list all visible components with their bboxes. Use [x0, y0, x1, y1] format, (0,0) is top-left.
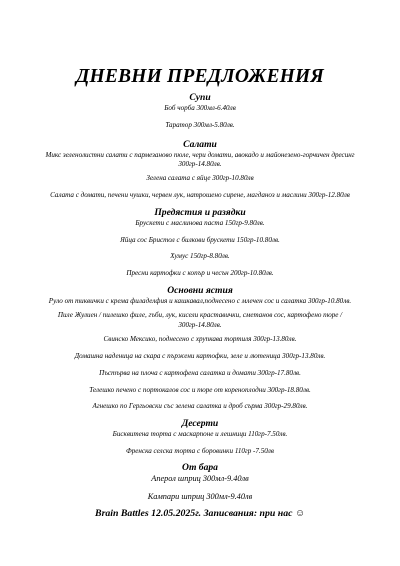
menu-item: Руло от тиквички с крема филаделфия и кашкавал,поднесено с млечен сос и салатка 300гр-10.80лв.: [48, 296, 352, 305]
menu-item: Микс зеленолистни салати с пармезаново пюле, чери домати, авокадо и майонезено-горчичен дресинг 300гр-14.80лв.: [45, 150, 355, 168]
section-starters: [38, 206, 362, 279]
menu-item: Брускети с маслинова паста 150гр-9.80лв.: [135, 218, 265, 227]
menu-item: Агнешко по Гергьовски със зелена салатка и дроб сърма 300гр-29.80лв.: [92, 402, 308, 411]
menu-item: Френска селска торта с боровинки 110гр -7.50лв: [126, 446, 274, 455]
menu-item: Телешко печено с портокалов сос и пюре от кореноплодни 300гр-18.80лв.: [89, 385, 311, 394]
section-bar: [38, 461, 362, 502]
menu-item: Бисквитена торта с маскарпоне и лешници 110гр-7.50лв.: [112, 429, 288, 438]
menu-item: Салата с домати, печени чушки, червен лук, натрошено сирене, магданоз и маслини 300гр-12.80лв: [50, 191, 350, 200]
menu-item: Зелена салата с яйце 300гр-10.80лв: [146, 174, 254, 183]
section-soups: [38, 91, 362, 130]
section-heading-starters: Предястия и разядки: [154, 206, 246, 218]
menu-item: Аперол шприц 300мл-9.40лв: [151, 474, 249, 484]
menu-item: Домашна наденица на скара с пържени картофки, зеле и лютеница 300гр-13.80лв.: [74, 351, 326, 360]
section-desserts: [38, 417, 362, 456]
section-heading-salads: Салати: [183, 138, 217, 150]
menu-item: Хумус 150гр-8.80лв.: [170, 252, 230, 261]
menu-item: Пъстърва на плоча с картофена салатка и домати 300гр-17.80лв.: [99, 368, 301, 377]
menu-item: Боб чорба 300мл-6.40лв: [164, 104, 236, 112]
menu-item: Таратор 300мл-5.80лв.: [165, 120, 235, 129]
section-salads: [38, 138, 362, 201]
menu-item: Пресни картофки с копър и чесън 200гр-10.80лв.: [126, 269, 274, 278]
menu-item: Свинско Мексико, поднесено с хрупкава тортиля 300гр-13.80лв.: [103, 335, 297, 344]
event-announcement: Brain Battles 12.05.2025г. Записвания: при нас ☺: [95, 508, 305, 520]
page-title: ДНЕВНИ ПРЕДЛОЖЕНИЯ: [75, 66, 325, 87]
section-heading-soups: Супи: [189, 92, 211, 103]
menu-item: Пиле Жулиен / пилешко филе, гъби, лук, кисели краставички, сметанов сос, картофено пюре / 300гр-14.80лв.: [57, 311, 343, 329]
section-heading-desserts: Десерти: [181, 417, 219, 429]
menu-item: Кампари шприц 300мл-9.40лв: [147, 491, 253, 501]
section-main-courses: [38, 284, 362, 412]
section-heading-main-courses: Основни ястия: [167, 284, 233, 296]
section-heading-bar: От бара: [182, 462, 218, 474]
menu-item: Яйца сос Бристол с билкови брускети 150гр-10.80лв.: [120, 235, 280, 244]
